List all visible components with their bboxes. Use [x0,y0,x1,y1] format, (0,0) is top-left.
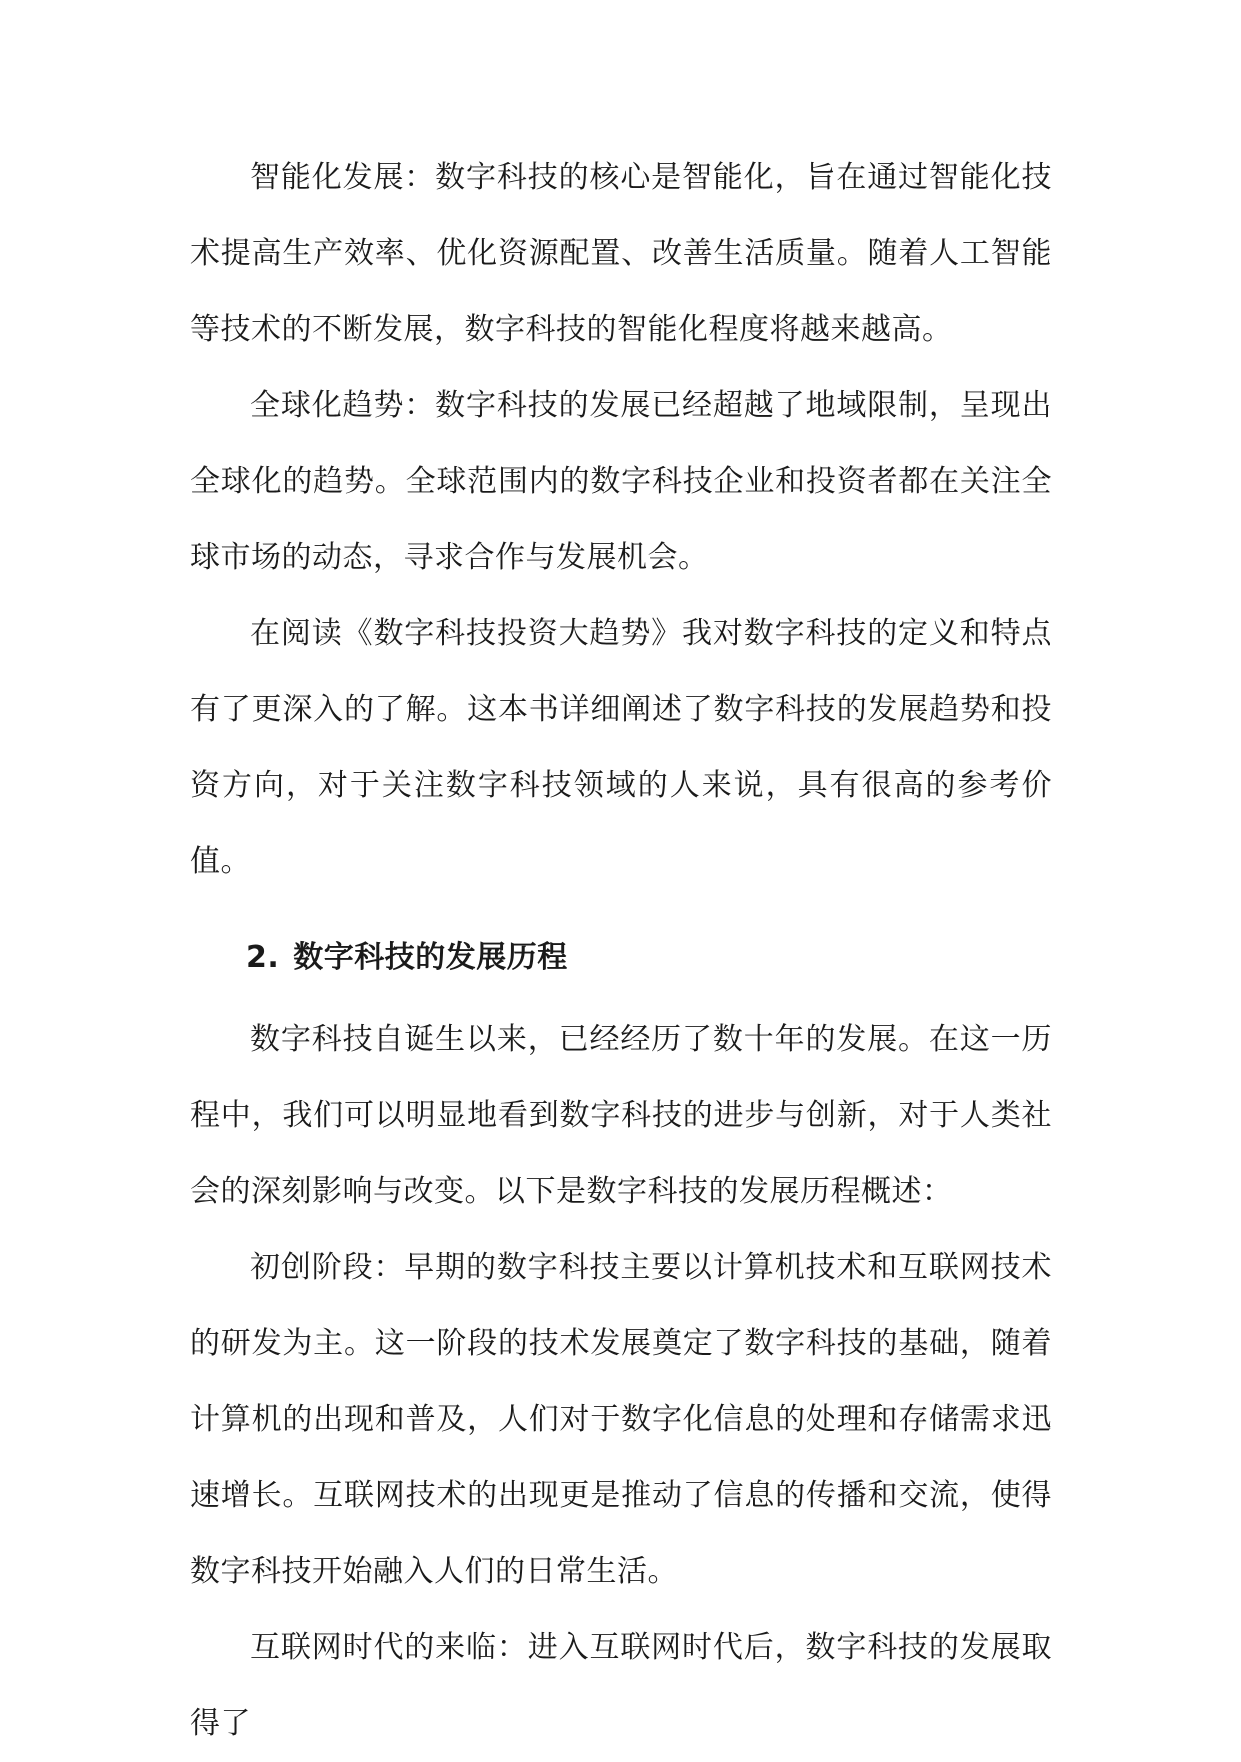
paragraph-globalization-trend: 全球化趋势：数字科技的发展已经超越了地域限制，呈现出全球化的趋势。全球范围内的数字科技企业和投资者都在关注全球市场的动态，寻求合作与发展机会。 [190,388,1052,575]
paragraph-intelligent-development: 智能化发展：数字科技的核心是智能化，旨在通过智能化技术提高生产效率、优化资源配置、改善生活质量。随着人工智能等技术的不断发展，数字科技的智能化程度将越来越高。 [190,160,1052,347]
document-body [190,140,1052,1762]
paragraph-initial-stage: 初创阶段：早期的数字科技主要以计算机技术和互联网技术的研发为主。这一阶段的技术发展奠定了数字科技的基础，随着计算机的出现和普及，人们对于数字化信息的处理和存储需求迅速增长。互联网技术的出现更是推动了信息的传播和交流，使得数字科技开始融入人们的日常生活。 [190,1250,1052,1589]
paragraph-development-overview: 数字科技自诞生以来，已经经历了数十年的发展。在这一历程中，我们可以明显地看到数字科技的进步与创新，对于人类社会的深刻影响与改变。以下是数字科技的发展历程概述： [190,1022,1052,1209]
section-title: 数字科技的发展历程 [293,940,568,975]
section-number: 2. [246,940,280,975]
paragraph-internet-era: 互联网时代的来临：进入互联网时代后，数字科技的发展取得了 [190,1630,1052,1741]
section-heading [190,900,1052,1002]
paragraph-book-reading: 在阅读《数字科技投资大趋势》我对数字科技的定义和特点有了更深入的了解。这本书详细阐述了数字科技的发展趋势和投资方向，对于关注数字科技领域的人来说，具有很高的参考价值。 [190,616,1052,879]
